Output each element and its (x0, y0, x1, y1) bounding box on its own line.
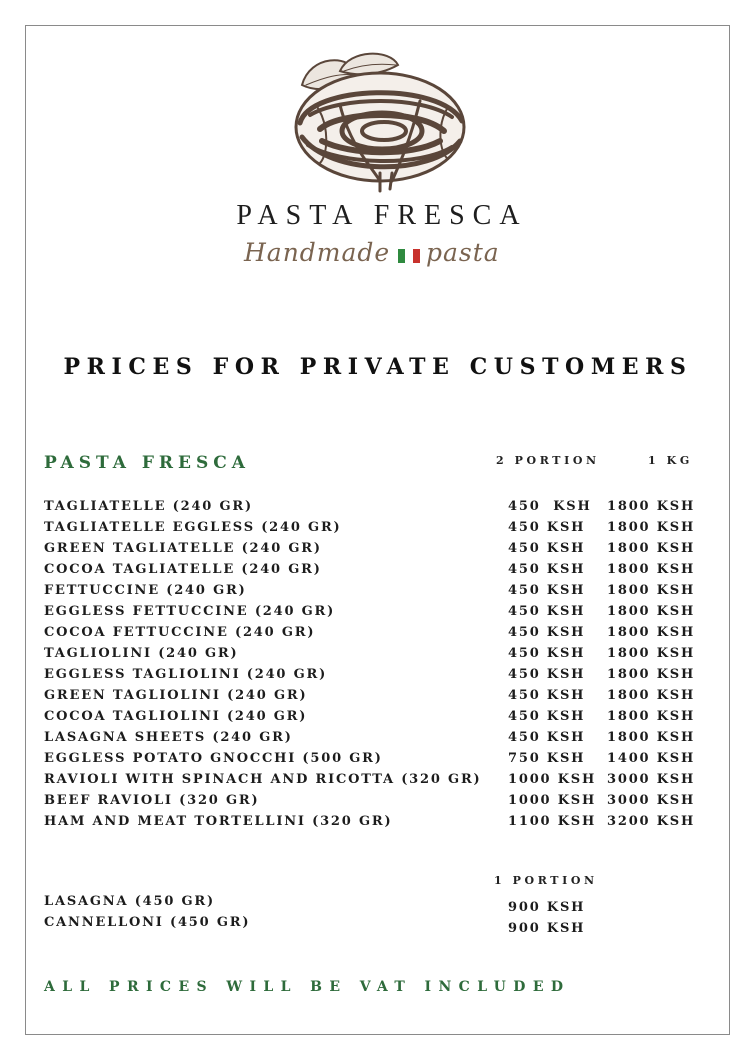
price-row (44, 730, 694, 751)
price-portion: 450 KSH (508, 583, 586, 598)
price-row (44, 583, 694, 604)
item-name: GREEN TAGLIATELLE (240 GR) (44, 541, 322, 556)
column-header-2-portion: 2 PORTION (496, 454, 600, 467)
item-name: EGGLESS TAGLIOLINI (240 GR) (44, 667, 328, 682)
price-kg: 1800 KSH (607, 667, 696, 682)
vat-note: ALL PRICES WILL BE VAT INCLUDED (44, 979, 571, 995)
item-name: LASAGNA SHEETS (240 GR) (44, 730, 293, 745)
item-name: EGGLESS FETTUCCINE (240 GR) (44, 604, 336, 619)
price-portion: 450 KSH (508, 604, 586, 619)
price-row (44, 562, 694, 583)
price-kg: 3000 KSH (607, 793, 696, 808)
price-row (44, 541, 694, 562)
price-portion: 450 KSH (508, 667, 586, 682)
item-name: TAGLIOLINI (240 GR) (44, 646, 239, 661)
price-portion: 450 KSH (508, 709, 586, 724)
price-portion: 450 KSH (508, 688, 586, 703)
item-name: HAM AND MEAT TORTELLINI (320 GR) (44, 814, 393, 829)
price-portion: 900 KSH (508, 900, 586, 915)
price-kg: 1800 KSH (607, 541, 696, 556)
price-row (44, 915, 694, 936)
price-kg: 1800 KSH (607, 730, 696, 745)
price-portion: 1100 KSH (508, 814, 597, 829)
price-row (44, 751, 694, 772)
price-portion: 450 KSH (508, 499, 592, 514)
price-portion: 450 KSH (508, 520, 586, 535)
price-kg: 1400 KSH (607, 751, 696, 766)
price-portion: 900 KSH (508, 921, 586, 936)
tagline (240, 238, 530, 272)
price-kg: 1800 KSH (607, 709, 696, 724)
price-row (44, 625, 694, 646)
item-name: LASAGNA (450 GR) (44, 894, 215, 909)
price-row (44, 793, 694, 814)
price-row (44, 646, 694, 667)
price-portion: 750 KSH (508, 751, 586, 766)
page-headline: PRICES FOR PRIVATE CUSTOMERS (63, 354, 693, 380)
baked-price-list (44, 894, 694, 936)
price-list (44, 499, 694, 835)
price-row (44, 709, 694, 730)
item-name: FETTUCCINE (240 GR) (44, 583, 247, 598)
price-portion: 1000 KSH (508, 793, 597, 808)
item-name: COCOA TAGLIATELLE (240 GR) (44, 562, 322, 577)
item-name: COCOA FETTUCCINE (240 GR) (44, 625, 316, 640)
price-portion: 450 KSH (508, 562, 586, 577)
item-name: CANNELLONI (450 GR) (44, 915, 251, 930)
price-kg: 3200 KSH (607, 814, 696, 829)
price-kg: 1800 KSH (607, 646, 696, 661)
price-row (44, 814, 694, 835)
item-name: TAGLIATELLE EGGLESS (240 GR) (44, 520, 342, 535)
column-header-1-kg: 1 KG (648, 454, 693, 467)
item-name: GREEN TAGLIOLINI (240 GR) (44, 688, 308, 703)
price-row (44, 894, 694, 915)
price-portion: 450 KSH (508, 646, 586, 661)
price-kg: 1800 KSH (607, 583, 696, 598)
pasta-nest-logo-icon (280, 45, 476, 195)
item-name: RAVIOLI WITH SPINACH AND RICOTTA (320 GR) (44, 772, 482, 787)
price-kg: 1800 KSH (607, 562, 696, 577)
price-portion: 450 KSH (508, 730, 586, 745)
price-portion: 1000 KSH (508, 772, 597, 787)
price-kg: 1800 KSH (607, 604, 696, 619)
item-name: EGGLESS POTATO GNOCCHI (500 GR) (44, 751, 383, 766)
tagline-right: pasta (426, 238, 500, 267)
price-kg: 1800 KSH (607, 625, 696, 640)
price-portion: 450 KSH (508, 625, 586, 640)
price-row (44, 667, 694, 688)
price-row (44, 772, 694, 793)
section-title: PASTA FRESCA (44, 453, 250, 473)
item-name: TAGLIATELLE (240 GR) (44, 499, 253, 514)
brand-name: PASTA FRESCA (236, 200, 528, 231)
item-name: COCOA TAGLIOLINI (240 GR) (44, 709, 308, 724)
price-kg: 3000 KSH (607, 772, 696, 787)
price-kg: 1800 KSH (607, 499, 696, 514)
item-name: BEEF RAVIOLI (320 GR) (44, 793, 260, 808)
price-kg: 1800 KSH (607, 688, 696, 703)
price-row (44, 604, 694, 625)
price-kg: 1800 KSH (607, 520, 696, 535)
italian-flag-icon (398, 249, 420, 263)
price-row (44, 520, 694, 541)
price-portion: 450 KSH (508, 541, 586, 556)
tagline-left: Handmade (244, 238, 391, 267)
column-header-1-portion: 1 PORTION (494, 874, 598, 887)
price-row (44, 499, 694, 520)
price-row (44, 688, 694, 709)
